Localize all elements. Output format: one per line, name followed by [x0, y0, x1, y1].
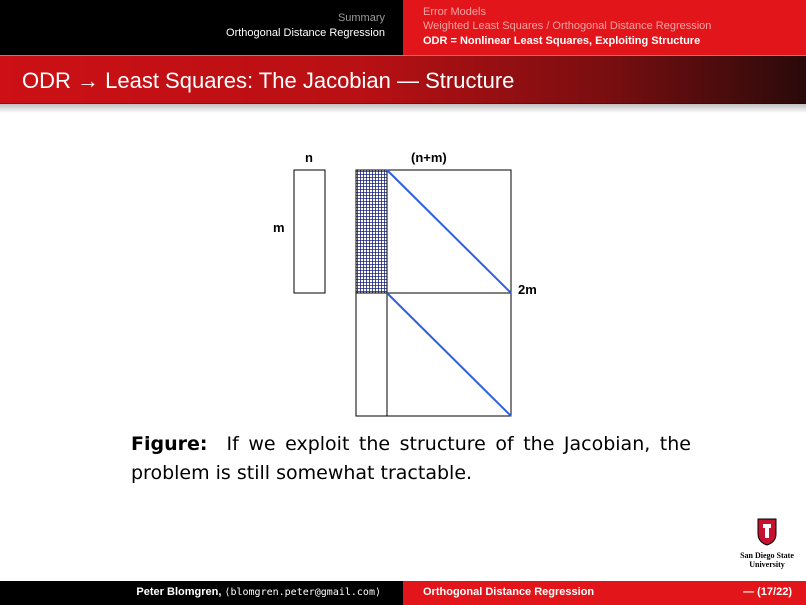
figure-caption	[131, 430, 691, 488]
header-section[interactable]: Summary	[337, 12, 385, 24]
label-n-plus-m: (n+m)	[411, 150, 447, 165]
label-n: n	[305, 150, 313, 165]
label-2m: 2m	[518, 282, 537, 297]
nav-item-odr-current[interactable]: ODR = Nonlinear Least Squares, Exploiting Structure	[423, 35, 701, 47]
sdsu-logo	[735, 518, 799, 568]
logo-line-1: San Diego State	[740, 551, 794, 560]
footer-author: Peter Blomgren,	[136, 586, 222, 598]
footer-left	[0, 581, 403, 605]
caption-label: Figure:	[131, 433, 208, 455]
footer-page-number: — (17/22)	[743, 586, 792, 598]
footer-email[interactable]: ⟨blomgren.peter@gmail.com⟩	[224, 587, 381, 598]
frame-title: ODR → Least Squares: The Jacobian — Structure	[22, 68, 515, 93]
footer-title[interactable]: Orthogonal Distance Regression	[423, 586, 595, 598]
dense-hatched-block	[356, 170, 387, 293]
logo-line-2: University	[749, 560, 785, 569]
header-subsection[interactable]: Orthogonal Distance Regression	[226, 27, 385, 39]
label-m: m	[273, 220, 285, 235]
small-matrix-block	[294, 170, 325, 293]
caption-text: If we exploit the structure of the Jacobian, the problem is still somewhat tractable.	[131, 433, 691, 484]
sdsu-shield-icon	[757, 518, 777, 546]
footer-author-line	[136, 586, 381, 598]
nav-item-weighted-least-squares[interactable]: Weighted Least Squares / Orthogonal Distance Regression	[423, 20, 712, 32]
footer-right	[403, 581, 806, 605]
nav-item-error-models[interactable]: Error Models	[423, 6, 486, 18]
